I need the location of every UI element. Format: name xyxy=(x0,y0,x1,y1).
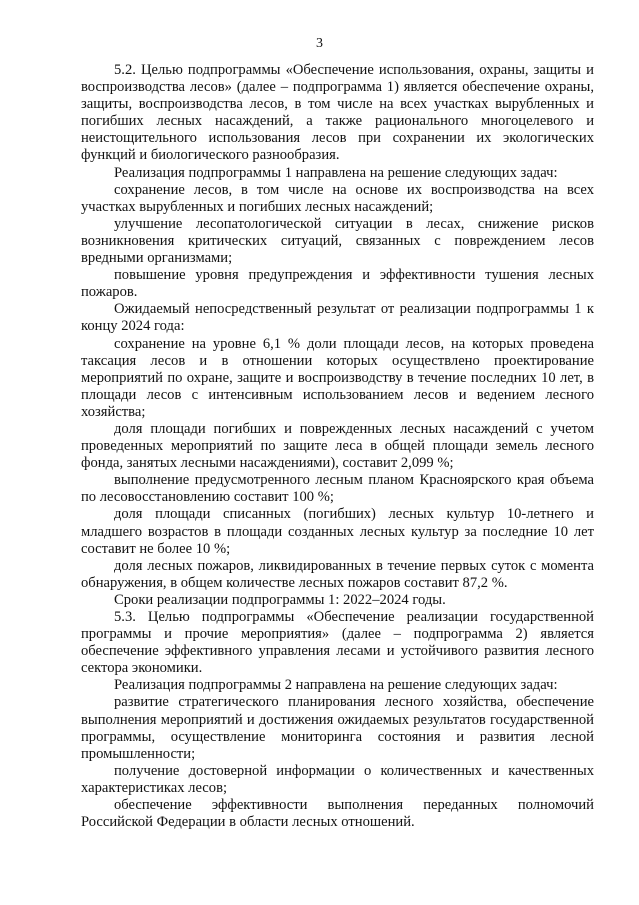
result-item: сохранение на уровне 6,1 % доли площади лесов, на которых проведена таксация лесов и в отношении которых осуществлено проектирование мероприятий по охране, защите и воспроизводству в течение последних 10 лет, в площади лесов с интенсивным использованием лесов и ведением лесного хозяйства; xyxy=(81,335,594,420)
task-item: обеспечение эффективности выполнения переданных полномочий Российской Федерации в области лесных отношений. xyxy=(81,797,594,831)
task-item: развитие стратегического планирования лесного хозяйства, обеспечение выполнения мероприятий и достижения ожидаемых результатов государственной программы, осуществление мониторинга состояния и развития лесной промышленности; xyxy=(81,694,594,762)
task-item: сохранение лесов, в том числе на основе их воспроизводства на всех участках вырубленных и погибших лесных насаждений; xyxy=(81,181,594,215)
task-item: получение достоверной информации о количественных и качественных характеристиках лесов; xyxy=(81,762,594,796)
paragraph-expected-result: Ожидаемый непосредственный результат от реализации подпрограммы 1 к концу 2024 года: xyxy=(81,301,594,335)
paragraph-goal-subprogram-1: 5.2. Целью подпрограммы «Обеспечение использования, охраны, защиты и воспроизводства лесов» (далее – подпрограмма 1) является обеспечение охраны, защиты, воспроизводства лесов, в том числе на всех участках вырубленных и погибших лесных насаждений, а также рационального многоцелевого и неистощительного использования лесов при сохранении их экологических функций и биологического разнообразия. xyxy=(81,62,594,164)
result-item: доля площади погибших и поврежденных лесных насаждений с учетом проведенных мероприятий по защите леса в общей площади земель лесного фонда, занятых лесными насаждениями), составит 2,099 %; xyxy=(81,420,594,472)
result-item: выполнение предусмотренного лесным планом Красноярского края объема по лесовосстановлению составит 100 %; xyxy=(81,472,594,506)
document-body xyxy=(81,62,594,831)
page-number: 3 xyxy=(316,36,323,51)
paragraph-goal-subprogram-2: 5.3. Целью подпрограммы «Обеспечение реализации государственной программы и прочие мероприятия» (далее – подпрограмма 2) является обеспечение эффективного управления лесами и устойчивого развития лесного сектора экономики. xyxy=(81,609,594,677)
task-item: повышение уровня предупреждения и эффективности тушения лесных пожаров. xyxy=(81,267,594,301)
paragraph-tasks-intro-1: Реализация подпрограммы 1 направлена на решение следующих задач: xyxy=(114,164,558,181)
result-item: доля площади списанных (погибших) лесных культур 10-летнего и младшего возрастов в площади созданных лесных культур за последние 10 лет составит не более 10 %; xyxy=(81,506,594,557)
paragraph-tasks-intro-2: Реализация подпрограммы 2 направлена на решение следующих задач: xyxy=(114,677,558,694)
result-item: доля лесных пожаров, ликвидированных в течение первых суток с момента обнаружения, в общем количестве лесных пожаров составит 87,2 %. xyxy=(81,557,594,591)
paragraph-timeline-1: Сроки реализации подпрограммы 1: 2022–2024 годы. xyxy=(114,591,446,608)
task-item: улучшение лесопатологической ситуации в лесах, снижение рисков возникновения критических ситуаций, связанных с повреждением лесов вредными организмами; xyxy=(81,215,594,267)
